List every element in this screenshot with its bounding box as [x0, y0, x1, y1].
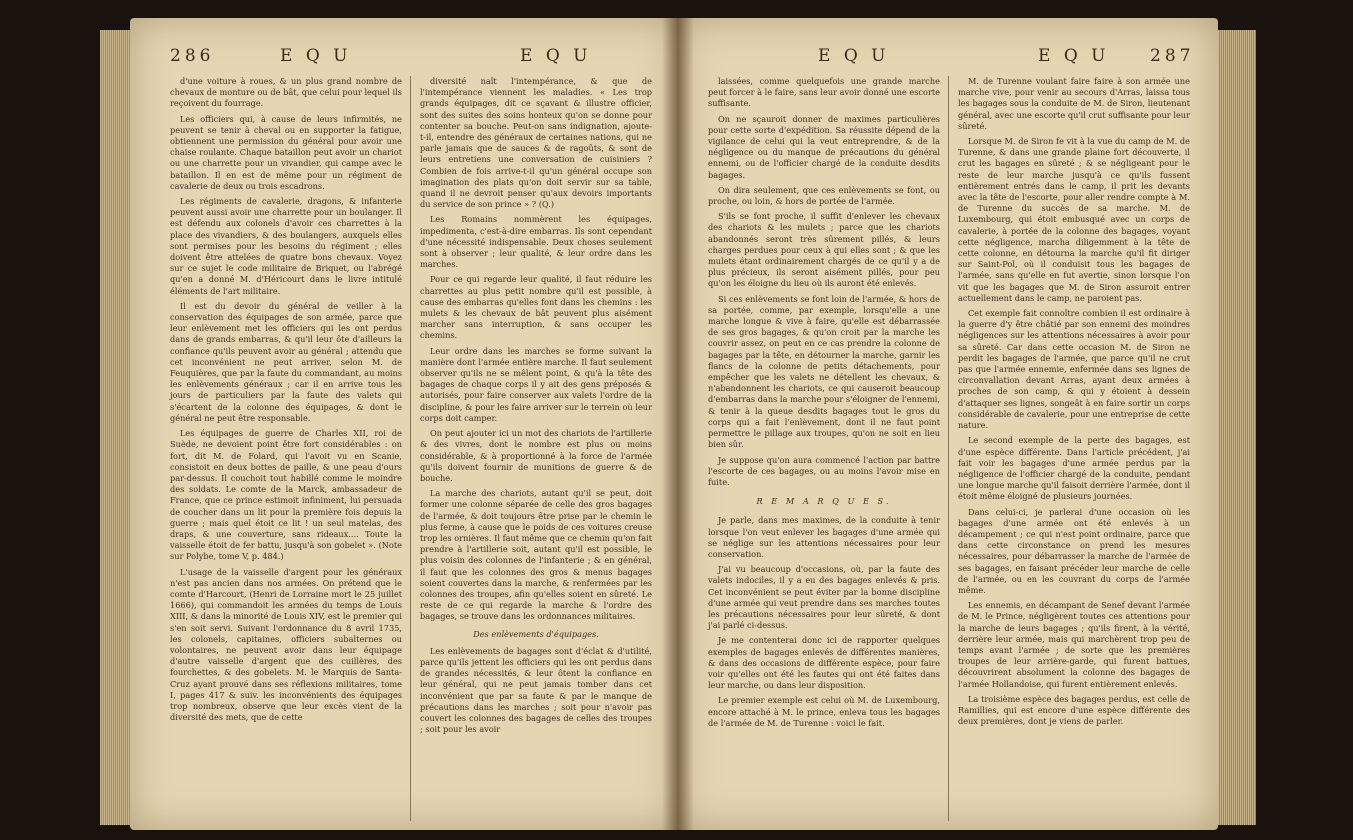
paragraph: La marche des chariots, autant qu'il se peut, doit former une colonne séparée de celle des gros bagages de l'armée, & doit toujours être prise par le chemin le plus ferme, à cause que le poids de ces voitures creuse trop les ornières. Il faut même que ce chemin qu'on fait prendre à l'artillerie soit, autant qu'il est possible, le plus voisin des colonnes de l'infanterie ; & en général, il faut que les colonnes des gros & menus bagages soient couvertes dans la marche, & renfermées par les colonnes des troupes, afin qu'elles soient en sûreté. Le reste de ce qui regarde la marche & l'ordre des bagages, se trouve dans les ordonnances militaires. — [420, 488, 652, 622]
paragraph: M. de Turenne voulant faire faire à son armée une marche vive, pour venir au secours d'Arras, laissa tous les bagages sous la conduite de M. de Siron, lieutenant général, avec une escorte qu'il crut suffisante pour leur sûreté. — [958, 76, 1190, 131]
paragraph: Des enlèvements d'équipages. — [473, 628, 599, 639]
book-gutter — [662, 18, 694, 830]
paragraph: Je suppose qu'on aura commencé l'action par battre l'escorte de ces bagages, ou au moins l'avoir mise en fuite. — [708, 454, 940, 487]
paragraph: Cet exemple fait connoître combien il est ordinaire à la guerre d'y être châtié par son ennemi des moindres négligences sur les attentions nécessaires à avoir pour sa sûreté. Car dans cette occasion M. de Siron ne perdit les bagages de l'armée, que parce qu'il ne crut pas que l'armée ennemie, enfermée dans ses lignes de circonvallation devant Arras, ayant deux armées à proches de son camp, & qui y étoient à dessein d'attaquer ses lignes, songeât à en faire sortir un corps considérable de cavalerie, pour une entreprise de cette nature. — [958, 308, 1190, 431]
paragraph: Il est du devoir du général de veiller à la conservation des équipages de son armée, parce que leur enlèvement met les officiers qui les ont perdus dans de grands embarras, & qu'il leur ôte d'ailleurs la confiance qu'ils peuvent avoir au général ; attendu que cet inconvénient ne peut arriver, selon M. de Feuquières, que par la faute du commandant, au moins les enlèvements généraux ; car il en arrive tous les jours de particuliers par la faute des valets qui s'écartent de la colonne des équipages, & dont le général ne peut être responsable. — [170, 300, 402, 423]
left-page — [130, 18, 678, 830]
paragraph: R E M A R Q U E S. — [756, 496, 892, 507]
paragraph: J'ai vu beaucoup d'occasions, où, par la faute des valets indociles, il y a eu des bagages enlevés & pris. Cet inconvénient se peut éviter par la bonne discipline d'une armée qui veut prendre dans ses marches toutes les précautions nécessaires pour leur sûreté, & dont j'ai parlé ci-dessus. — [708, 564, 940, 631]
paragraph: diversité naît l'intempérance, & que de l'intempérance viennent les maladies. « Les trop grands équipages, dit ce sçavant & illustre officier, sont des suites des soins honteux qu'on se donne pour contenter sa bouche. Peut-on sans indignation, ajoute-t-il, entendre des généraux de certaines nations, qui ne parle jamais que de sauces & de ragoûts, & sont de leurs entretiens une conversation de cuisiniers ? Combien de fois arrive-t-il qu'un général occupe son imagination des plats qu'on doit servir sur sa table, quand il ne devroit penser qu'aux devoirs importants du service de son prince » ? (Q.) — [420, 76, 652, 210]
paragraph: On dira seulement, que ces enlèvements se font, ou proche, ou loin, & hors de portée de l'armée. — [708, 184, 940, 207]
paragraph: La troisième espèce des bagages perdus, est celle de Ramillies, qui est encore d'une espèce différente des deux premières, dont je viens de parler. — [958, 693, 1190, 727]
paragraph: Dans celui-ci, je parlerai d'une occasion où les bagages d'une armée ont été enlevés à un décampement ; ce qui n'est point ordinaire, parce que dans cette circonstance on prend les mesures nécessaires, pour débarrasser la marche de l'armée de ses bagages, en faisant précéder leur marche de celle de l'armée, ou en les couvrant du corps de l'armée même. — [958, 506, 1190, 595]
page-number: 286 — [170, 46, 215, 66]
paragraph: On peut ajouter ici un mot des chariots de l'artillerie & des vivres, dont le nombre est plus ou moins considérable, & à proportionné à la force de l'armée qu'ils doivent fournir de munitions de guerre & de bouche. — [420, 428, 652, 483]
page-edges-right — [1216, 30, 1256, 825]
page-number: 287 — [1150, 46, 1195, 66]
paragraph: L'usage de la vaisselle d'argent pour les généraux n'est pas ancien dans nos armées. On prétend que le comte d'Harcourt, (Henri de Lorraine mort le 25 juillet 1666), qui commandoit les armées du temps de Louis XIII, & dans la minorité de Louis XIV, est le premier qui s'en soit servi. Suivant l'ordonnance du 8 avril 1735, les colonels, capitaines, officiers subalternes ou volontaires, ne peuvent avoir dans leur équipage d'autre vaisselle d'argent que des cuillères, des fourchettes, & des gobelets. M. le Marquis de Santa-Cruz ayant prouvé dans ses réflexions militaires, tome I, pages 417 & suiv. les inconvénients des équipages trop nombreux, observe que leur excès vient de la diversité des mets, que de cette — [170, 566, 402, 723]
running-head: E Q U — [280, 46, 352, 66]
text-column — [420, 76, 652, 739]
paragraph: Les enlèvements de bagages sont d'éclat & d'utilité, parce qu'ils jettent les officiers qui les ont perdus dans de grandes nécessités, & leur ôtent la confiance en leur général, qui ne peut jamais tomber dans cet inconvénient que par sa faute & par le manque de précautions dans les marches ; soit pour n'avoir pas couvert les colonnes des bagages de celles des troupes ; soit pour les avoir — [420, 645, 652, 735]
paragraph: Je me contenterai donc ici de rapporter quelques exemples de bagages enlevés de différentes manières, & dans des occasions de différente espèce, pour faire voir qu'elles ont été les fautes qui ont été faites dans leur marche, ou dans leur disposition. — [708, 635, 940, 691]
text-column — [170, 76, 402, 727]
text-column — [708, 76, 940, 733]
column-rule — [948, 76, 949, 821]
paragraph: On ne sçauroit donner de maximes particulières pour cette sorte d'expédition. Sa réussite dépend de la vigilance de celui qui la veut entreprendre, & de la négligence ou du manque de précautions du général ennemi, ou de l'officier chargé de la conduite desdits bagages. — [708, 113, 940, 180]
paragraph: laissées, comme quelquefois une grande marche peut forcer à le faire, sans leur avoir donné une escorte suffisante. — [708, 76, 940, 109]
paragraph: Les Romains nommèrent les équipages, impedimenta, c'est-à-dire embarras. Ils sont cependant d'une nécessité indispensable. Deux choses seulement sont à observer ; leur qualité, & leur ordre dans les marches. — [420, 214, 652, 270]
paragraph: Lorsque M. de Siron fe vit à la vue du camp de M. de Turenne, & dans une grande plaine fort découverte, il crut les bagages en sûreté ; & se négligeant pour le reste de leur marche jusqu'à ce qu'ils fussent entièrement entrés dans le camp, il prit les devants avec la tête de l'escorte, pour aller rendre compte à M. de Turenne du succès de sa marche. M. de Luxembourg, qui étoit embusqué avec un corps de cavalerie, à portée de la colonne des bagages, voyant cette négligence, marcha diligemment à la tête de cette colonne, en détourna la marche qu'il fit diriger sur Saint-Pol, où il conduisit tous les bagages de l'armée, sans qu'elle en fut avertie, sinon lorsque l'on vit que les bagages que M. de Siron assuroit entrer actuellement dans le camp, ne paroient pas. — [958, 136, 1190, 303]
paragraph: Je parle, dans mes maximes, de la conduite à tenir lorsque l'on veut enlever les bagages d'une armée qui se néglige sur les attentions nécessaires pour leur conservation. — [708, 515, 940, 559]
paragraph: Pour ce qui regarde leur qualité, il faut réduire les charrettes au plus petit nombre qu'il est possible, à cause des embarras qu'elles font dans les chemins : les mulets & les chevaux de bât peuvent plus aisément marcher sans interruption, & sans occuper les chemins. — [420, 274, 652, 341]
paragraph: Le premier exemple est celui où M. de Luxembourg, encore attaché à M. le prince, enleva tous les bagages de l'armée de M. de Turenne : voici le fait. — [708, 695, 940, 728]
paragraph: S'ils se font proche, il suffit d'enlever les chevaux des chariots & les mulets ; parce que les chariots abandonnés seront très sûrement pillés, & leurs charges perdues pour ceux à qui elles sont ; & que les mulets étant ordinairement chargés de ce qu'il y a de plus précieux, ils seront aisément pillés, pour peu qu'on les éloigne du lieu où ils auront été enlevés. — [708, 211, 940, 289]
paragraph: Leur ordre dans les marches se forme suivant la manière dont l'armée entière marche. Il faut seulement observer qu'ils ne se mêlent point, & qu'à la tête des bagages de chaque corps il y ait des gens préposés & autorisés, pour faire conserver aux valets l'ordre de la discipline, & pour les faire arriver sur le terrein où leur corps doit camper. — [420, 345, 652, 423]
paragraph: Les régiments de cavalerie, dragons, & infanterie peuvent aussi avoir une charrette pour un boulanger. Il est défendu aux colonels d'avoir ces charrettes à la place des vivandiers, & des boulangers, auxquels elles sont permises pour les besoins du régiment ; elles doivent être attelées de quatre bons chevaux. Voyez sur ce sujet le code militaire de Briquet, ou l'abrégé qu'en a donné M. d'Héricourt dans le livre intitulé éléments de l'art militaire. — [170, 196, 402, 296]
running-head: E Q U — [818, 46, 890, 66]
text-column — [958, 76, 1190, 731]
running-head: E Q U — [520, 46, 592, 66]
paragraph: Le second exemple de la perte des bagages, est d'une espèce différente. Dans l'article précédent, j'ai fait voir les bagages d'une armée perdus par la négligence de l'officier chargé de la conduite, pendant une longue marche qu'il faisoit derrière l'armée, dont il étoit même éloigné de plusieurs journées. — [958, 435, 1190, 502]
page-edges-left — [100, 30, 132, 825]
paragraph: Les ennemis, en décampant de Senef devant l'armée de M. le Prince, négligèrent toutes ces attentions pour la marche de leurs bagages ; qu'ils firent, à la vérité, derrière leur armée, mais qui marchèrent trop peu de temps avant l'armée ; de sorte que les premières troupes de leur arrière-garde, qui furent battues, découvrirent absolument la colonne des bagages de l'armée Hollandoise, qui furent entièrement enlevés. — [958, 600, 1190, 689]
paragraph: Si ces enlèvements se font loin de l'armée, & hors de sa portée, comme, par exemple, lorsqu'elle a une marche longue & vive à faire, qu'elle est débarrassée de ses gros bagages, & qu'on croit par la marche les couvrir assez, on peut en ce cas prendre la colonne de bagages par la tête, en détourner la marche, garnir les flancs de la colonne de petits détachements, pour empêcher que les valets ne détellent les chevaux, & n'abandonnent les chariots, ce qui causeroit beaucoup d'embarras dans la marche pour s'éloigner de l'ennemi, & tenir à la queue desdits bagages tout le gros du corps qui a fait l'enlèvement, dont il ne faut point permettre le pillage aux troupes, qu'on ne soit en lieu bien sûr. — [708, 293, 940, 450]
paragraph: d'une voiture à roues, & un plus grand nombre de chevaux de monture ou de bât, que celui pour lequel ils reçoivent du fourrage. — [170, 76, 402, 109]
paragraph: Les officiers qui, à cause de leurs infirmités, ne peuvent se tenir à cheval ou en supporter la fatigue, obtiennent une permission du général pour avoir une chaise roulante. Chaque bataillon peut avoir un chariot ou une charrette pour un vivandier, qui campe avec le bataillon. Il en est de même pour un régiment de cavalerie de deux ou trois escadrons. — [170, 113, 402, 191]
running-head: E Q U — [1038, 46, 1110, 66]
right-page — [678, 18, 1218, 830]
paragraph: Les équipages de guerre de Charles XII, roi de Suède, ne devoient point être fort considérables : on fort, dit M. de Folard, qui l'avoit vu en Scanie, consistoit en deux bottes de paille, & une peau d'ours par-dessus. Il couchoit tout habillé comme le moindre des soldats. Le comte de la Marck, ambassadeur de France, que ce prince estimoit infiniment, lui persuada de coucher dans un lit pour la première fois depuis la guerre ; mais quel étoit ce lit ! un seul matelas, des draps, & une couverture, sans rideaux.... Toute la vaisselle étoit de fer battu, jusqu'à son gobelet ». (Note sur Polybe, tome V, p. 484.) — [170, 428, 402, 562]
column-rule — [410, 76, 411, 821]
